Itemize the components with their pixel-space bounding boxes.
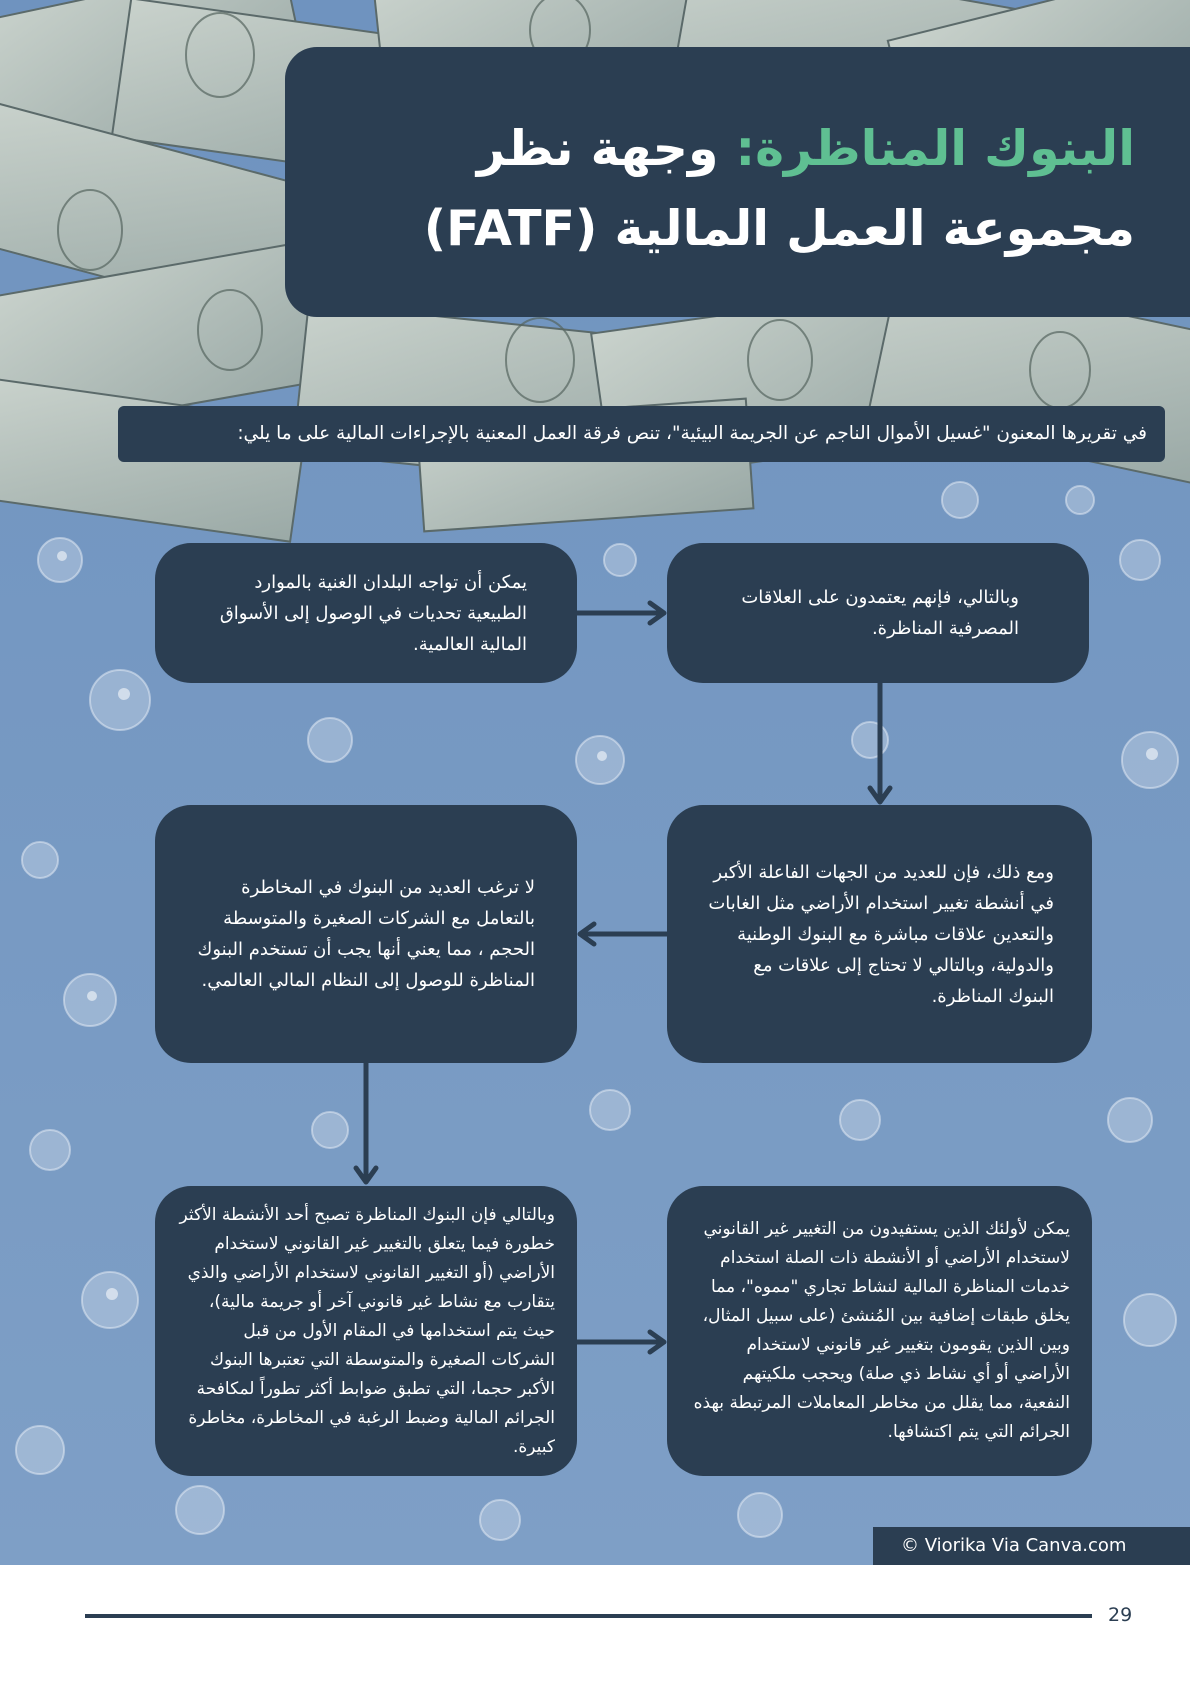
flow-box-layering — [667, 1186, 1092, 1476]
flow-box-large-actors — [667, 805, 1092, 1063]
title-accent: البنوك المناظرة: — [735, 120, 1135, 177]
flow-box-text: ومع ذلك، فإن للعديد من الجهات الفاعلة الأكبر في أنشطة تغيير استخدام الأراضي مثل الغابات والتعدين علاقات مباشرة مع البنوك الوطنية والدولية، وبالتالي لا تحتاج إلى علاقات مع البنوك المناظرة. — [708, 861, 1054, 1007]
flow-box-text: يمكن لأولئك الذين يستفيدون من التغيير غير القانوني لاستخدام الأراضي أو الأنشطة ذات الصلة استخدام خدمات المناظرة المالية لنشاط تجاري "مموه"، مما يخلق طبقات إضافية بين المُنشئ (على سبيل المثال، وبين الذين يقومون بتغيير غير قانوني لاستخدام الأراضي أو أي نشاط ذي صلة) ويحجب ملكيتهم النفعية، مما يقلل من مخاطر المعاملات المرتبطة بهذه الجرائم التي يتم اكتشافها. — [693, 1219, 1070, 1442]
flow-box-text: يمكن أن تواجه البلدان الغنية بالموارد الطبيعية تحديات في الوصول إلى الأسواق المالية العالمية. — [219, 571, 527, 655]
footer-divider — [85, 1614, 1092, 1618]
flow-box-smes-risk — [155, 805, 577, 1063]
flow-box-text: لا ترغب العديد من البنوك في المخاطرة بالتعامل مع الشركات الصغيرة والمتوسطة الحجم ، مما يعني أنها يجب أن تستخدم البنوك المناظرة للوصول إلى النظام المالي العالمي. — [197, 877, 535, 991]
title-rest: وجهة نظر مجموعة العمل المالية (FATF) — [423, 120, 1135, 257]
flow-box-correspondent-reliance — [667, 543, 1089, 683]
flow-box-text: وبالتالي فإن البنوك المناظرة تصبح أحد الأنشطة الأكثر خطورة فيما يتعلق بالتغيير غير القانوني لاستخدام الأراضي (أو التغيير القانوني لاستخدام الأراضي والذي يتقارب مع نشاط غير قانوني آخر أو جريمة مالية)، حيث يتم استخدامها في المقام الأول من قبل الشركات الصغيرة والمتوسطة التي تعتبرها البنوك الأكبر حجما، التي تطبق ضوابط أكثر تطوراً لمكافحة الجرائم المالية وضبط الرغبة في المخاطرة، مخاطرة كبيرة. — [179, 1204, 555, 1457]
intro-text: في تقريرها المعنون "غسيل الأموال الناجم عن الجريمة البيئية"، تنص فرقة العمل المعنية بالإجراءات المالية على ما يلي: — [237, 423, 1147, 444]
page-number: 29 — [1108, 1604, 1133, 1626]
flow-box-resource-countries — [155, 543, 577, 683]
photo-credit: © Viorika Via Canva.com — [873, 1527, 1190, 1565]
flow-box-high-risk-activity — [155, 1186, 577, 1476]
flow-box-text: وبالتالي، فإنهم يعتمدون على العلاقات المصرفية المناظرة. — [741, 587, 1019, 639]
